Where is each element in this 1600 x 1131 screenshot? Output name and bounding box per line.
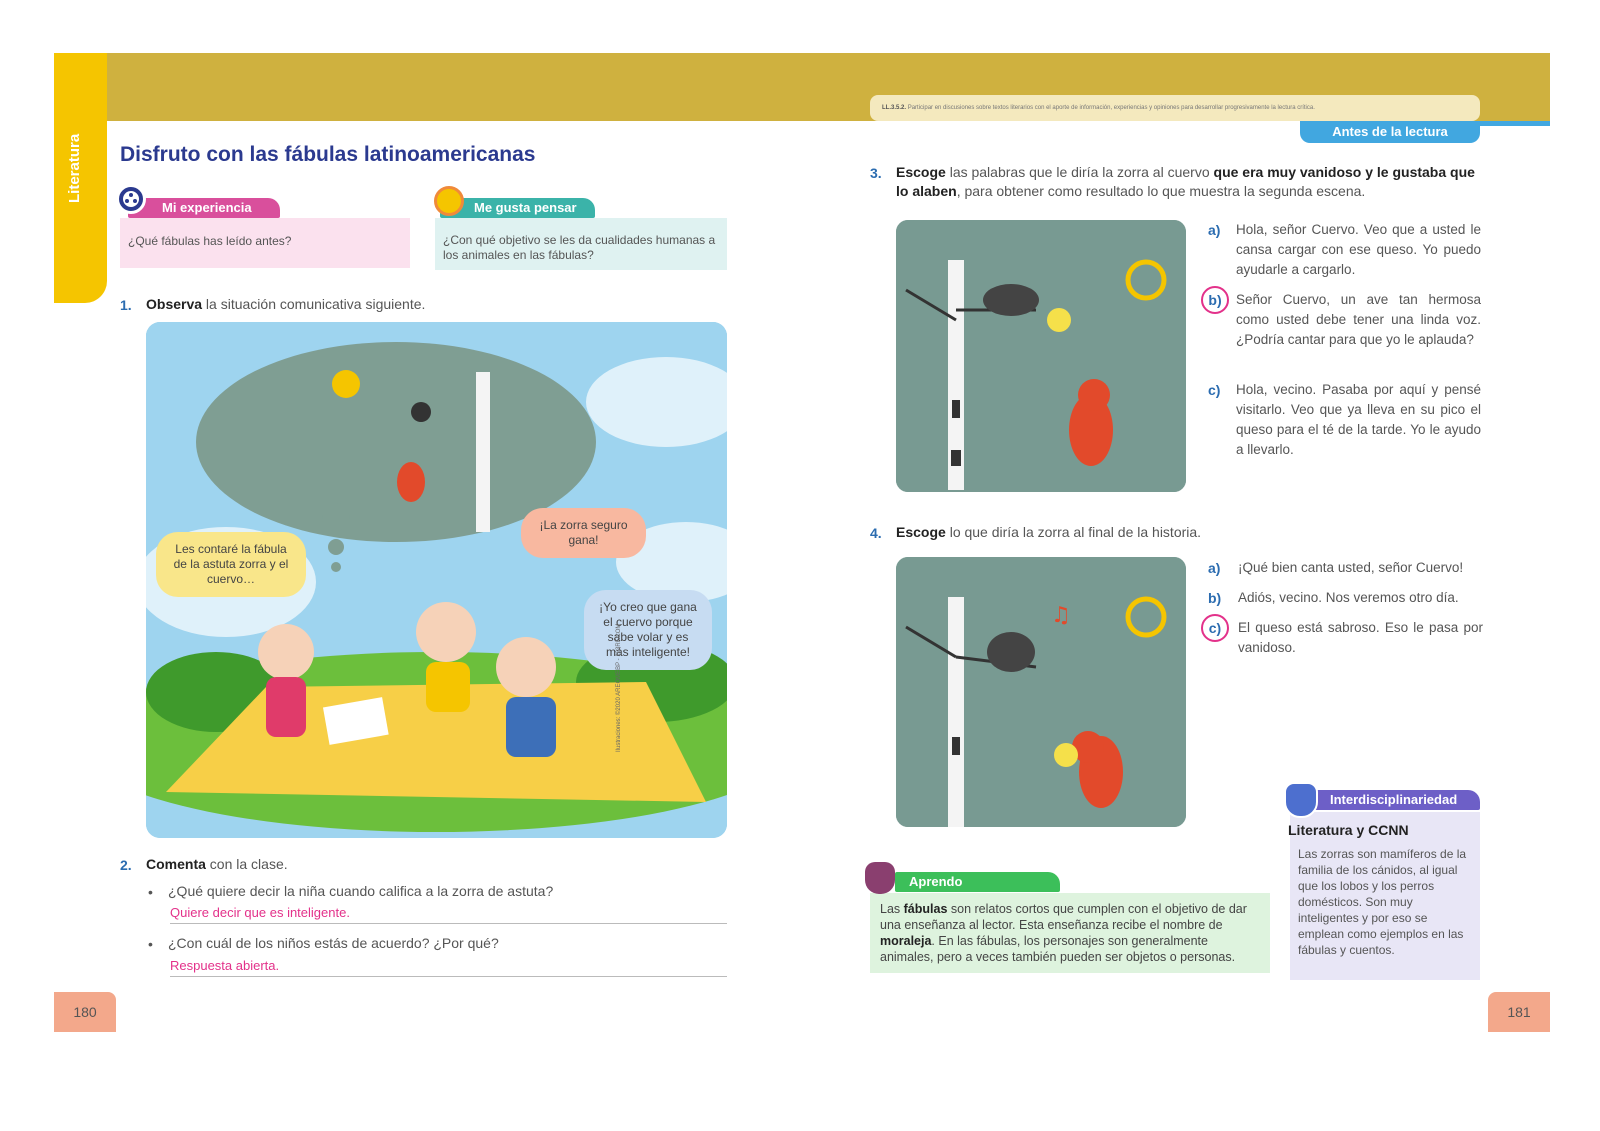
interdisciplinariedad-text: Las zorras son mamíferos de la familia de los cánidos, al igual que los lobos y los perros domésticos. Son muy inteligentes y por eso se emplean como ejemplos en las fábulas y cuentos. [1298, 847, 1467, 957]
aprendo-box: Las fábulas son relatos cortos que cumplen con el objetivo de dar una enseñanza al lector. Esta enseñanza recibe el nombre de moraleja. En las fábulas, los personajes son generalmente animales, pero a veces también pueden ser objetos o personas. [870, 893, 1270, 973]
answer-2b: Respuesta abierta. [170, 958, 727, 977]
q4-option-a-text: ¡Qué bien canta usted, señor Cuervo! [1238, 560, 1464, 575]
question-4-text: Escoge lo que diría la zorra al final de la historia. [896, 524, 1202, 540]
boy2-speech-bubble: ¡Yo creo que gana el cuervo porque sabe volar y es más inteligente! [584, 590, 712, 670]
section-line [1480, 121, 1550, 126]
kids-illustration [146, 322, 727, 838]
curriculum-standard: LL.3.5.2. Participar en discusiones sobre textos literarios con el aporte de información, experiencias y opiniones para desarrollar progresivamente la lectura crítica. [870, 95, 1480, 121]
scene-1-illustration [896, 220, 1186, 492]
page-number-left: 180 [54, 992, 116, 1032]
page-number-right: 181 [1488, 992, 1550, 1032]
svg-text:♫: ♫ [1051, 603, 1071, 628]
mi-experiencia-label: Mi experiencia [128, 198, 280, 218]
interdisciplinariedad-label: Interdisciplinariedad [1310, 790, 1480, 810]
q4-option-c-circle: c) [1201, 614, 1229, 642]
q3-option-c-letter: c) [1208, 382, 1221, 398]
q4-option-b-letter: b) [1208, 590, 1222, 606]
question-2-number: 2. [120, 857, 132, 873]
boy-speech-bubble: ¡La zorra seguro gana! [521, 508, 646, 558]
q3-option-b-text: Señor Cuervo, un ave tan hermosa como usted debe tener una linda voz. ¿Podría cantar para que yo le aplauda? [1236, 292, 1481, 347]
section-tab: Antes de la lectura [1300, 121, 1480, 143]
page-title: Disfruto con las fábulas latinoamericanas [120, 143, 536, 166]
q4-option-b-text: Adiós, vecino. Nos veremos otro día. [1238, 590, 1459, 605]
q3-option-b-circle: b) [1201, 286, 1229, 314]
question-2-text: Comenta con la clase. [146, 856, 288, 872]
girl-speech-bubble: Les contaré la fábula de la astuta zorra y el cuervo… [156, 532, 306, 597]
q4-option-c-text: El queso está sabroso. Eso le pasa por vanidoso. [1238, 620, 1483, 655]
interdisciplinariedad-subtitle: Literatura y CCNN [1288, 822, 1409, 838]
aprendo-owl-icon [865, 862, 895, 894]
side-tab-label: Literatura [66, 133, 83, 203]
interdisciplinariedad-box [1290, 812, 1480, 980]
answer-2a: Quiere decir que es inteligente. [170, 905, 727, 924]
question-3-number: 3. [870, 165, 882, 181]
me-gusta-pensar-box [435, 218, 727, 270]
mi-experiencia-question: ¿Qué fábulas has leído antes? [128, 234, 292, 248]
question-4-number: 4. [870, 525, 882, 541]
scene-2-illustration [896, 557, 1186, 827]
question-3-text: Escoge las palabras que le diría la zorra al cuervo que era muy vanidoso y le gustaba que lo alaben, para obtener como resultado lo que muestra la segunda escena. [896, 164, 1475, 199]
q3-option-c-text: Hola, vecino. Pasaba por aquí y pensé visitarlo. Veo que ya lleva en su pico el queso para el té de la tarde. Yo le ayudo a llevarlo. [1236, 382, 1481, 457]
mi-experiencia-box [120, 218, 410, 268]
me-gusta-pensar-label: Me gusta pensar [440, 198, 595, 218]
q3-option-a-letter: a) [1208, 222, 1221, 238]
sun-icon [434, 186, 464, 216]
q4-option-a-letter: a) [1208, 560, 1221, 576]
q3-option-a-text: Hola, señor Cuervo. Veo que a usted le cansa cargar con ese queso. Yo puedo ayudarle a cargarlo. [1236, 222, 1481, 277]
aprendo-label: Aprendo [895, 872, 1060, 892]
question-2a-text: ¿Qué quiere decir la niña cuando califica a la zorra de astuta? [168, 883, 554, 899]
question-1-text: Observa la situación comunicativa siguiente. [146, 296, 426, 312]
question-2b-text: ¿Con cuál de los niños estás de acuerdo? ¿Por qué? [168, 935, 499, 951]
illustration-credit: Ilustraciones: ©2020 AREOMEBP - 123RF.COM [616, 623, 622, 752]
me-gusta-pensar-question: ¿Con qué objetivo se les da cualidades humanas a los animales en las fábulas? [443, 233, 716, 262]
side-tab [54, 53, 107, 303]
film-reel-icon [116, 184, 146, 214]
bullet-2: • [148, 936, 153, 952]
question-1-number: 1. [120, 297, 132, 313]
bullet-1: • [148, 884, 153, 900]
owl-icon [1284, 782, 1318, 818]
